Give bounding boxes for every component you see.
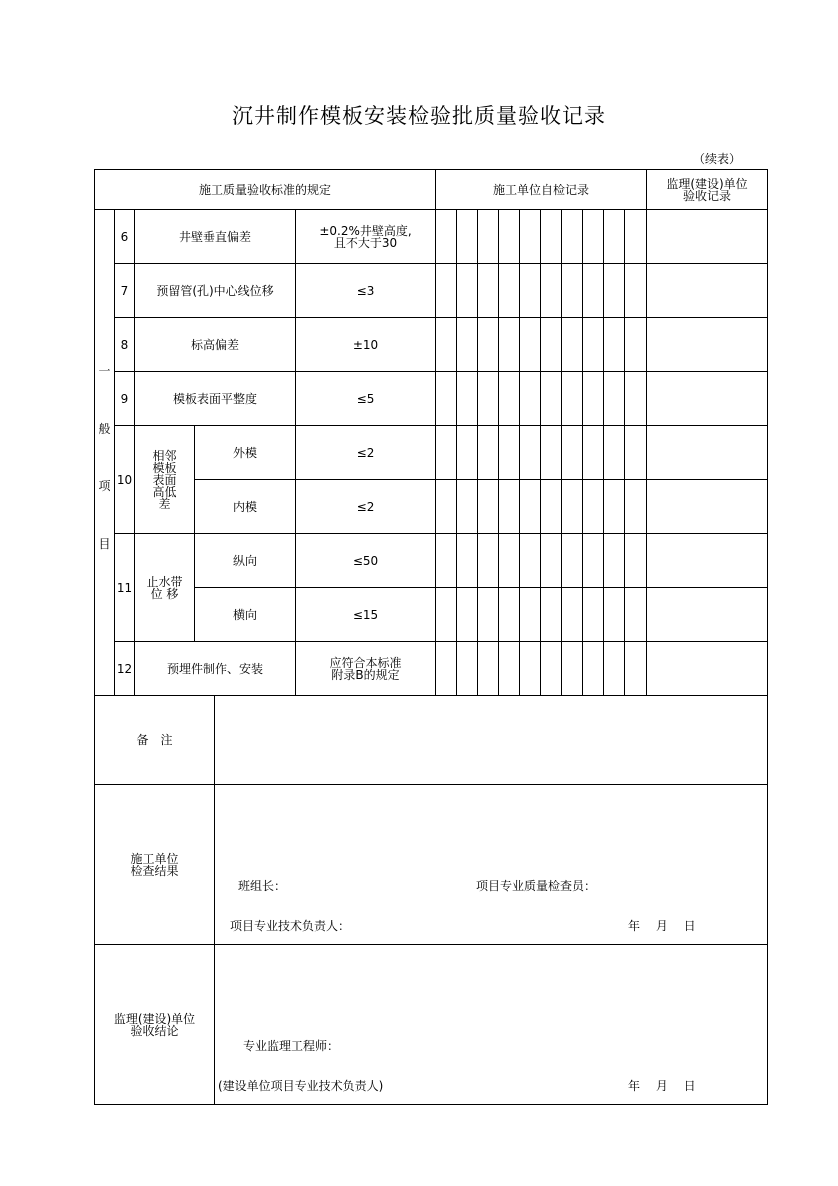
self-check-cell[interactable] (477, 209, 499, 264)
self-check-cell[interactable] (603, 641, 625, 696)
self-check-cell[interactable] (624, 479, 647, 534)
item-spec: ±10 (295, 317, 436, 372)
construction-date: 年 月 日 (628, 919, 696, 933)
item-spec: ≤3 (295, 263, 436, 318)
self-check-cell[interactable] (519, 371, 541, 426)
tech-leader-label: 项目专业技术负责人： (230, 919, 351, 933)
self-check-cell[interactable] (540, 587, 562, 642)
self-check-cell[interactable] (519, 263, 541, 318)
supervision-record-cell[interactable] (646, 317, 768, 372)
self-check-cell[interactable] (477, 317, 499, 372)
self-check-cell[interactable] (540, 209, 562, 264)
category-char: 般 (98, 421, 111, 436)
item-spec: ≤5 (295, 371, 436, 426)
self-check-cell[interactable] (498, 641, 520, 696)
self-check-cell[interactable] (603, 587, 625, 642)
supervision-record-cell[interactable] (646, 371, 768, 426)
self-check-cell[interactable] (624, 641, 647, 696)
self-check-cell[interactable] (540, 641, 562, 696)
self-check-cell[interactable] (435, 425, 457, 480)
item-number: 9 (114, 371, 135, 426)
supervision-record-cell[interactable] (646, 533, 768, 588)
item-name: 井壁垂直偏差 (134, 209, 296, 264)
self-check-cell[interactable] (603, 425, 625, 480)
self-check-cell[interactable] (561, 371, 583, 426)
page-title: 沉井制作模板安装检验批质量验收记录 (232, 104, 606, 128)
self-check-cell[interactable] (435, 317, 457, 372)
item-spec: ±0.2%井壁高度, 且不大于30 (295, 209, 436, 264)
self-check-cell[interactable] (582, 425, 604, 480)
item-group-name: 止水带 位 移 (134, 533, 195, 642)
sub-item-name: 横向 (194, 587, 296, 642)
self-check-cell[interactable] (498, 371, 520, 426)
header-self-check: 施工单位自检记录 (435, 169, 647, 210)
self-check-cell[interactable] (519, 533, 541, 588)
sub-item-name: 外模 (194, 425, 296, 480)
self-check-cell[interactable] (561, 263, 583, 318)
self-check-cell[interactable] (498, 479, 520, 534)
self-check-cell[interactable] (624, 587, 647, 642)
item-spec: 应符合本标准 附录B的规定 (295, 641, 436, 696)
self-check-cell[interactable] (456, 263, 478, 318)
self-check-cell[interactable] (561, 317, 583, 372)
self-check-cell[interactable] (519, 317, 541, 372)
header-supervision: 监理(建设)单位 验收记录 (646, 169, 768, 210)
self-check-cell[interactable] (456, 425, 478, 480)
self-check-cell[interactable] (498, 533, 520, 588)
category-char: 目 (98, 536, 111, 551)
item-name: 预埋件制作、安装 (134, 641, 296, 696)
item-spec: ≤15 (295, 587, 436, 642)
self-check-cell[interactable] (540, 263, 562, 318)
self-check-cell[interactable] (456, 533, 478, 588)
self-check-cell[interactable] (603, 209, 625, 264)
category-general-items (94, 209, 115, 696)
self-check-cell[interactable] (519, 209, 541, 264)
sub-item-name: 内模 (194, 479, 296, 534)
self-check-cell[interactable] (435, 533, 457, 588)
self-check-cell[interactable] (477, 533, 499, 588)
self-check-cell[interactable] (477, 587, 499, 642)
item-number: 12 (114, 641, 135, 696)
quality-inspector-label: 项目专业质量检查员： (476, 879, 597, 893)
self-check-cell[interactable] (624, 533, 647, 588)
item-spec: ≤2 (295, 425, 436, 480)
self-check-cell[interactable] (456, 641, 478, 696)
self-check-cell[interactable] (540, 479, 562, 534)
supervision-record-cell[interactable] (646, 209, 768, 264)
item-name: 模板表面平整度 (134, 371, 296, 426)
self-check-cell[interactable] (435, 209, 457, 264)
self-check-cell[interactable] (582, 371, 604, 426)
self-check-cell[interactable] (603, 317, 625, 372)
construction-label: 施工单位 检查结果 (94, 784, 215, 945)
self-check-cell[interactable] (561, 641, 583, 696)
supervision-record-cell[interactable] (646, 641, 768, 696)
self-check-cell[interactable] (477, 479, 499, 534)
self-check-cell[interactable] (624, 263, 647, 318)
supervision-label: 监理(建设)单位 验收结论 (94, 944, 215, 1105)
self-check-cell[interactable] (519, 425, 541, 480)
self-check-cell[interactable] (603, 263, 625, 318)
category-char: 一 (98, 364, 111, 379)
self-check-cell[interactable] (477, 371, 499, 426)
self-check-cell[interactable] (498, 425, 520, 480)
self-check-cell[interactable] (498, 209, 520, 264)
supervision-record-cell[interactable] (646, 425, 768, 480)
self-check-cell[interactable] (561, 425, 583, 480)
self-check-cell[interactable] (582, 587, 604, 642)
self-check-cell[interactable] (519, 641, 541, 696)
self-check-cell[interactable] (582, 479, 604, 534)
sub-item-name: 纵向 (194, 533, 296, 588)
self-check-cell[interactable] (624, 317, 647, 372)
self-check-cell[interactable] (561, 479, 583, 534)
self-check-cell[interactable] (477, 263, 499, 318)
continued-label: （续表） (693, 152, 742, 166)
self-check-cell[interactable] (561, 587, 583, 642)
self-check-cell[interactable] (498, 317, 520, 372)
notes-label: 备 注 (94, 695, 215, 785)
self-check-cell[interactable] (540, 371, 562, 426)
self-check-cell[interactable] (603, 533, 625, 588)
self-check-cell[interactable] (435, 587, 457, 642)
self-check-cell[interactable] (582, 317, 604, 372)
self-check-cell[interactable] (540, 425, 562, 480)
self-check-cell[interactable] (582, 263, 604, 318)
self-check-cell[interactable] (435, 479, 457, 534)
self-check-cell[interactable] (456, 479, 478, 534)
supervision-record-cell[interactable] (646, 587, 768, 642)
notes-content[interactable] (214, 695, 768, 785)
owner-tech-leader-label: (建设单位项目专业技术负责人) (218, 1079, 384, 1093)
self-check-cell[interactable] (561, 209, 583, 264)
category-char: 项 (98, 479, 111, 494)
self-check-cell[interactable] (540, 317, 562, 372)
supervision-record-cell[interactable] (646, 479, 768, 534)
self-check-cell[interactable] (519, 479, 541, 534)
self-check-cell[interactable] (435, 641, 457, 696)
item-number: 11 (114, 533, 135, 642)
self-check-cell[interactable] (540, 533, 562, 588)
self-check-cell[interactable] (456, 587, 478, 642)
item-spec: ≤50 (295, 533, 436, 588)
header-standard: 施工质量验收标准的规定 (94, 169, 436, 210)
self-check-cell[interactable] (498, 263, 520, 318)
self-check-cell[interactable] (456, 317, 478, 372)
self-check-cell[interactable] (477, 425, 499, 480)
item-spec: ≤2 (295, 479, 436, 534)
self-check-cell[interactable] (624, 209, 647, 264)
supervision-date: 年 月 日 (628, 1079, 696, 1093)
item-number: 6 (114, 209, 135, 264)
self-check-cell[interactable] (498, 587, 520, 642)
self-check-cell[interactable] (477, 641, 499, 696)
item-number: 8 (114, 317, 135, 372)
self-check-cell[interactable] (582, 641, 604, 696)
self-check-cell[interactable] (456, 209, 478, 264)
item-group-name: 相邻 模板 表面 高低 差 (134, 425, 195, 534)
self-check-cell[interactable] (435, 263, 457, 318)
item-number: 10 (114, 425, 135, 534)
self-check-cell[interactable] (519, 587, 541, 642)
supervision-engineer-label: 专业监理工程师： (243, 1039, 340, 1053)
self-check-cell[interactable] (435, 371, 457, 426)
self-check-cell[interactable] (603, 479, 625, 534)
supervision-record-cell[interactable] (646, 263, 768, 318)
self-check-cell[interactable] (624, 371, 647, 426)
self-check-cell[interactable] (603, 371, 625, 426)
self-check-cell[interactable] (582, 533, 604, 588)
team-leader-label: 班组长： (238, 879, 287, 893)
self-check-cell[interactable] (582, 209, 604, 264)
item-name: 标高偏差 (134, 317, 296, 372)
self-check-cell[interactable] (456, 371, 478, 426)
self-check-cell[interactable] (561, 533, 583, 588)
item-name: 预留管(孔)中心线位移 (134, 263, 296, 318)
self-check-cell[interactable] (624, 425, 647, 480)
item-number: 7 (114, 263, 135, 318)
